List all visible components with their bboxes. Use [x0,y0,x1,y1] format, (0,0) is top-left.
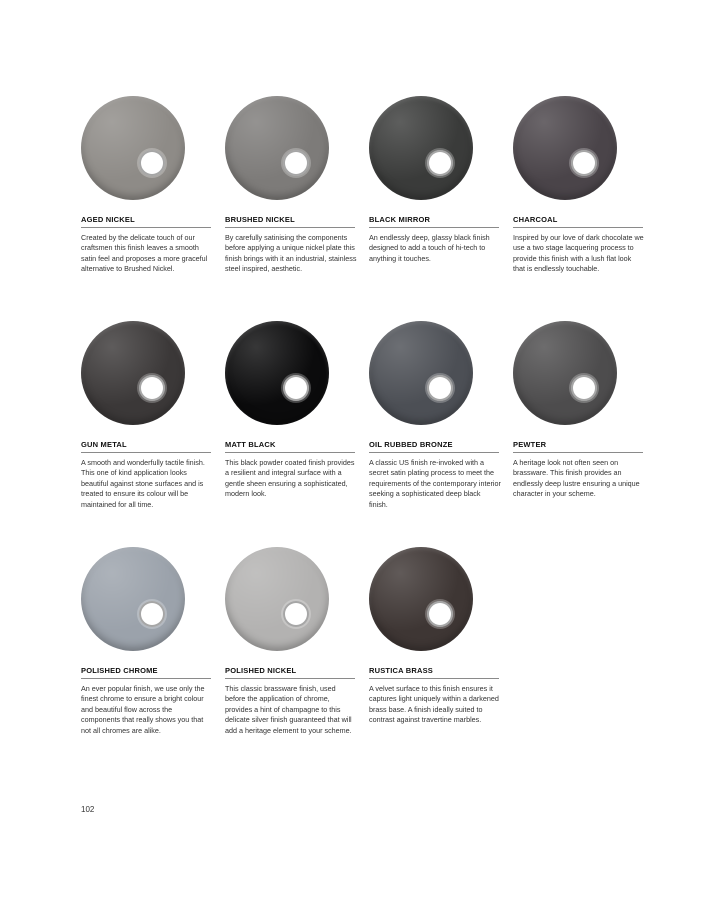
swatch-hole [427,601,453,627]
divider [369,678,499,679]
swatch-hole [427,375,453,401]
divider [513,452,643,453]
finish-swatch [225,321,329,425]
finish-swatch [81,321,185,425]
finish-swatch [513,321,617,425]
finish-description: A classic US finish re-invoked with a secret satin plating process to meet the requirements of the contemporary interior seeking a sophisticated deep black finish. [369,458,501,509]
finish-swatch [225,547,329,651]
finish-name: RUSTICA BRASS [369,666,433,675]
swatch-hole [139,375,165,401]
swatch-hole [571,150,597,176]
finish-name: POLISHED CHROME [81,666,158,675]
finish-description: A velvet surface to this finish ensures it captures light uniquely within a darkened brass base. A finish ideally suited to contrast against travertine marbles. [369,684,499,725]
finish-description: Created by the delicate touch of our craftsmen this finish leaves a smooth satin feel and proposes a more graceful alternative to Brushed Nickel. [81,233,208,274]
swatch-hole [427,150,453,176]
swatch-hole [139,150,165,176]
swatch-hole [283,375,309,401]
finish-swatch [369,321,473,425]
finish-description: An endlessly deep, glassy black finish designed to add a touch of hi-tech to anything it touches. [369,233,490,263]
divider [225,227,355,228]
finish-description: This classic brassware finish, used before the application of chrome, provides a hint of champagne to this delicate silver finish guaranteed that will add a heritage element to your scheme. [225,684,352,735]
page-number: 102 [81,805,95,814]
finish-name: BRUSHED NICKEL [225,215,295,224]
finish-description: An ever popular finish, we use only the finest chrome to ensure a bright colour and beautiful flow across the components that really shows you that not all chromes are alike. [81,684,205,735]
divider [81,678,211,679]
finish-name: OIL RUBBED BRONZE [369,440,453,449]
divider [81,452,211,453]
finish-description: A heritage look not often seen on brassware. This finish provides an endlessly deep lustre ensuring a unique character in your scheme. [513,458,640,499]
divider [513,227,643,228]
finish-swatch [513,96,617,200]
divider [225,452,355,453]
finish-description: This black powder coated finish provides a resilient and integral surface with a gentle sheen ensuring a sophisticated, modern look. [225,458,355,499]
finish-name: CHARCOAL [513,215,558,224]
divider [369,227,499,228]
swatch-hole [571,375,597,401]
divider [225,678,355,679]
divider [369,452,499,453]
swatch-hole [283,601,309,627]
swatch-hole [139,601,165,627]
finish-swatch [369,96,473,200]
finish-name: AGED NICKEL [81,215,135,224]
finish-description: Inspired by our love of dark chocolate we use a two stage lacquering process to provide this finish with a lush flat look that is endlessly touchable. [513,233,644,274]
finish-name: POLISHED NICKEL [225,666,297,675]
finish-swatch [81,96,185,200]
finish-description: By carefully satinising the components before applying a unique nickel plate this finish brings with it an industrial, stainless steel inspired, aesthetic. [225,233,357,274]
finish-swatch [369,547,473,651]
swatch-hole [283,150,309,176]
finish-name: MATT BLACK [225,440,276,449]
finish-name: BLACK MIRROR [369,215,431,224]
divider [81,227,211,228]
finish-swatch [225,96,329,200]
finish-description: A smooth and wonderfully tactile finish. This one of kind application looks beautiful against stone surfaces and is treated to ensure its colour will be maintained for all time. [81,458,205,509]
finish-swatch [81,547,185,651]
finish-name: GUN METAL [81,440,127,449]
finish-name: PEWTER [513,440,547,449]
